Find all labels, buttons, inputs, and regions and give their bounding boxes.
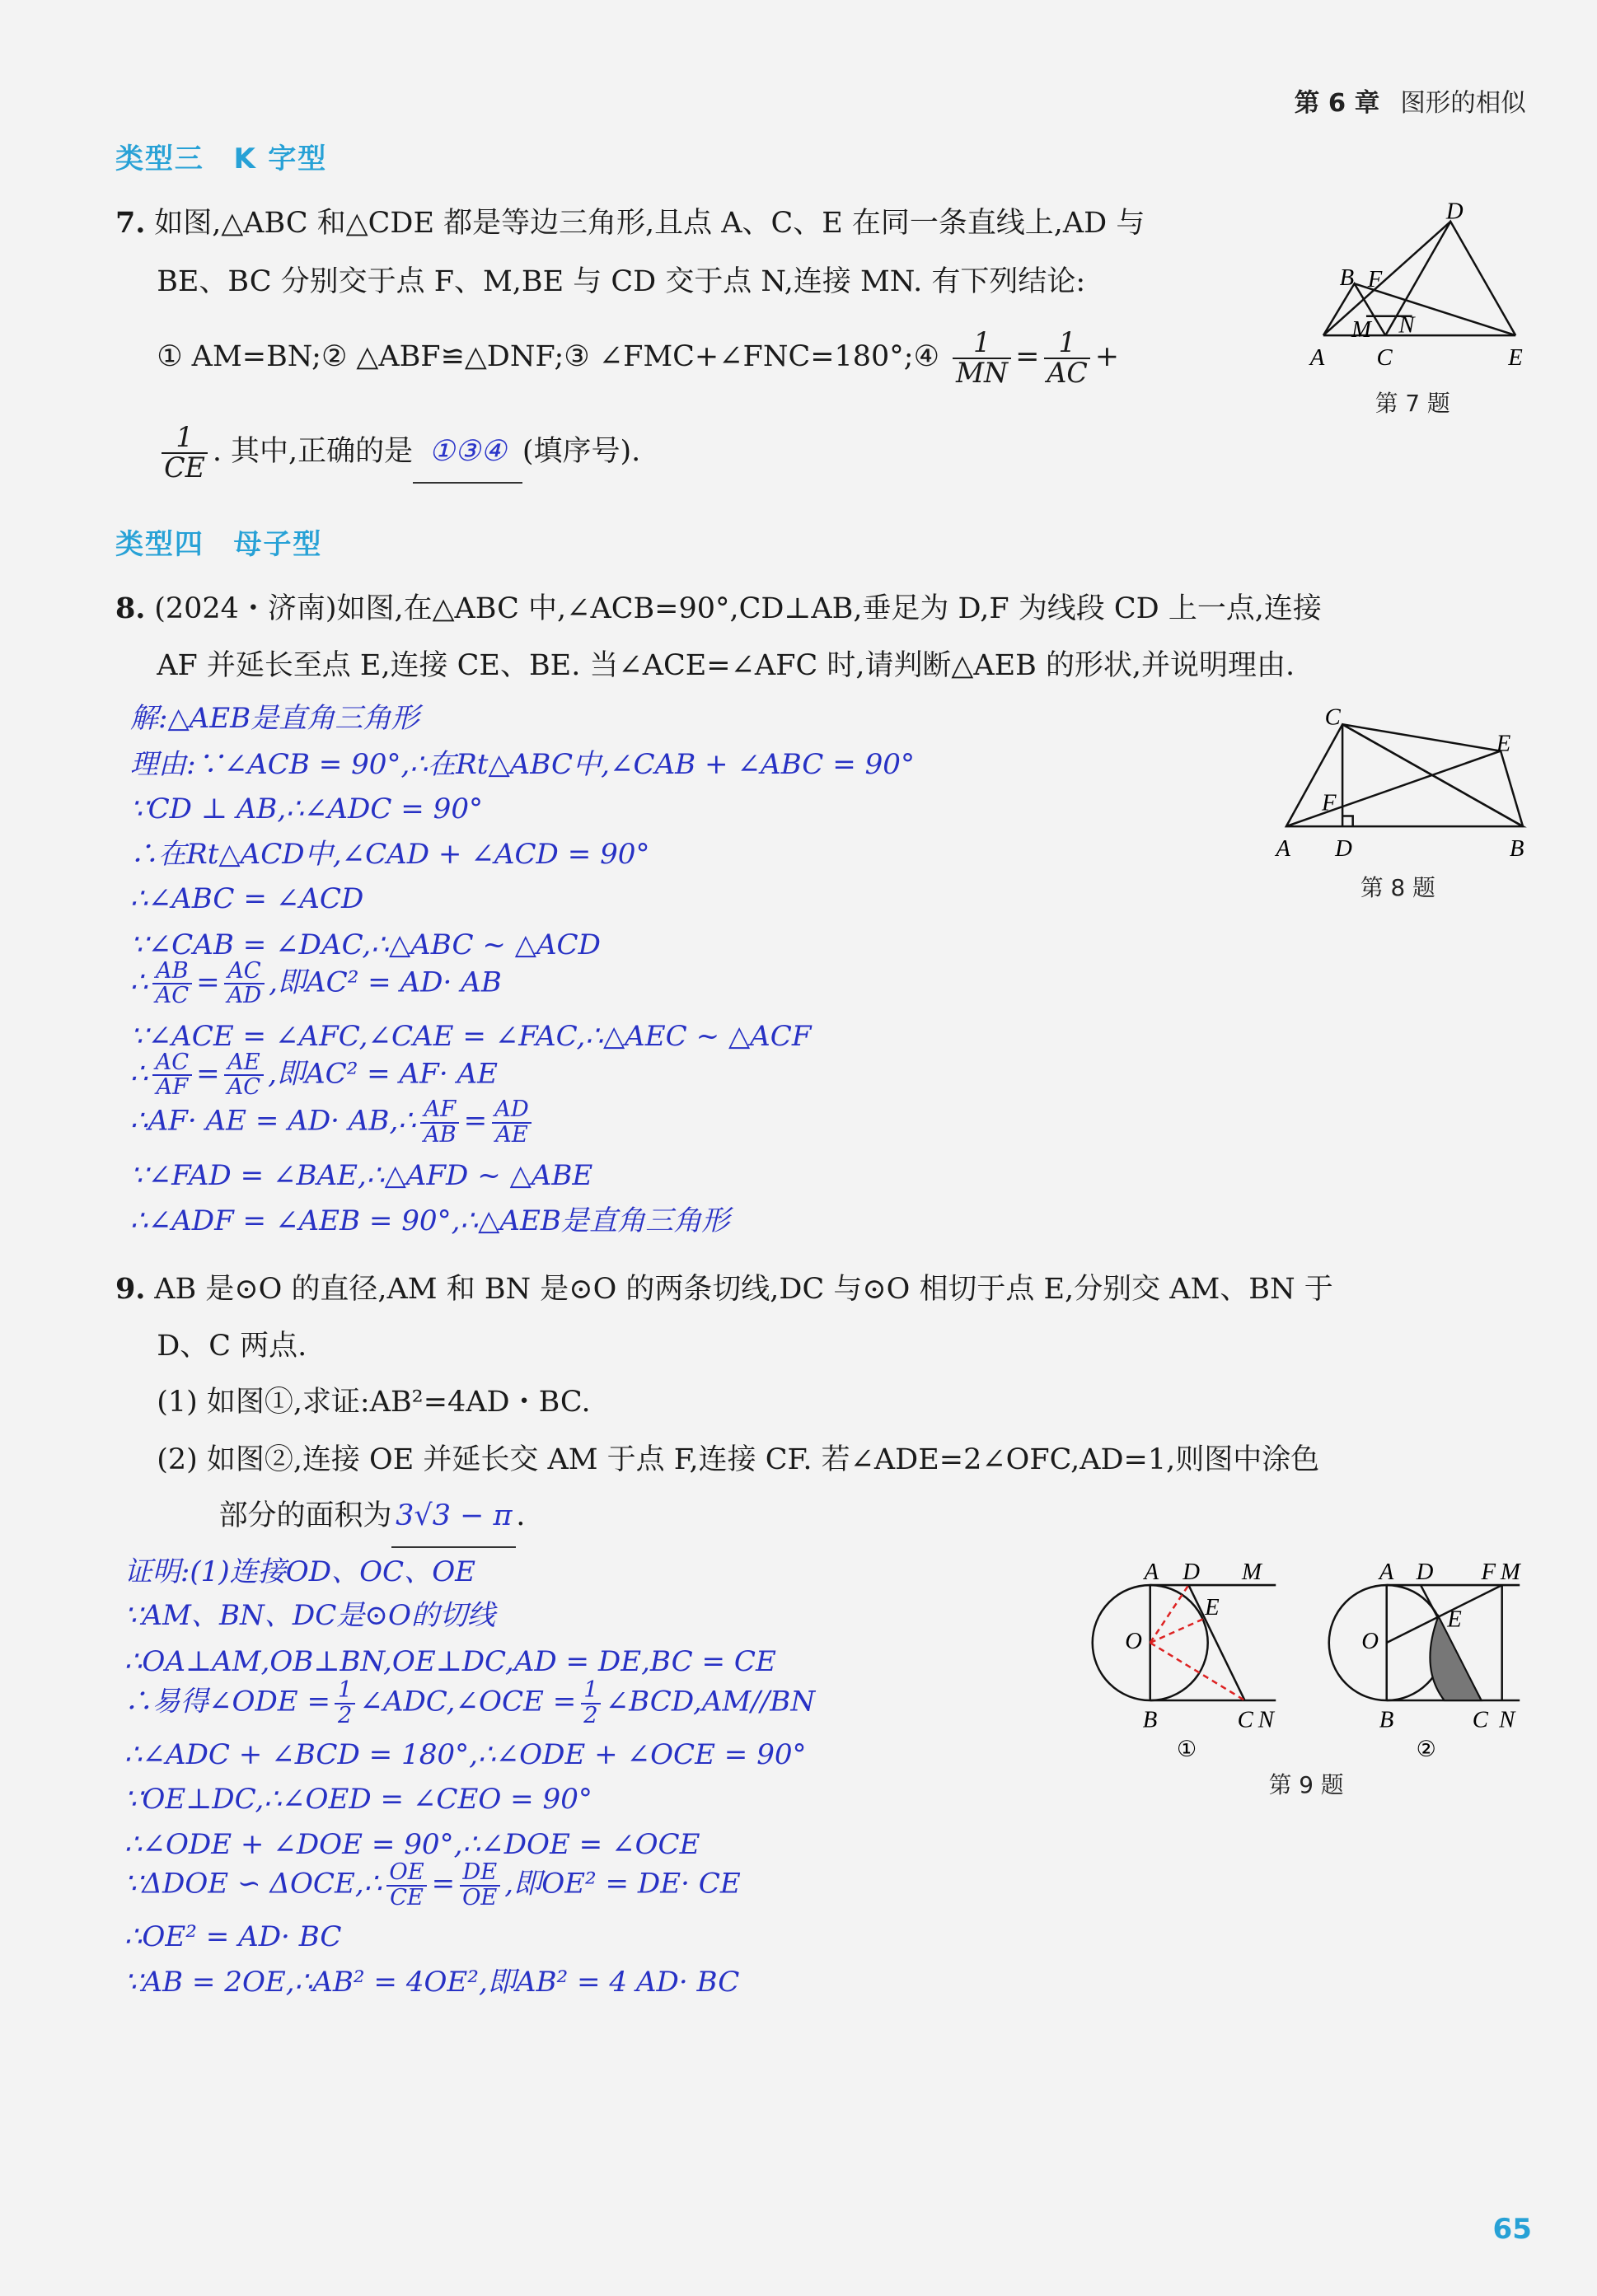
q8-solution-line-5: ∴∠ABC = ∠ACD [129,882,364,916]
fig9b-label-f: F [1481,1558,1496,1585]
chapter-number: 第 6 章 [1294,89,1380,119]
fig9a-label-e: E [1205,1593,1220,1620]
figure-8-triangle [1264,698,1545,863]
figure-7-caption: 第 7 题 [1375,389,1450,417]
fig9b-label-d: D [1417,1558,1434,1585]
fig9a-label-c: C [1237,1705,1254,1733]
q8-solution-line-7: ∴ $\frac{AB}{AC}$ = $\frac{AC}{AD}$ ,即AC² = AD· AB [129,957,502,1009]
figure-7-triangles [1301,199,1538,384]
figure-9-diagram-2 [1313,1550,1534,1764]
q8-solution-line-3: ∵CD ⊥ AB,∴∠ADC = 90° [129,792,484,825]
q8-solution-line-10: ∴AF· AE = AD· AB,∴ $\frac{AF}{AB}$ = $\frac{AD}{AE}$ [130,1098,536,1147]
q8-solution-line-2: 理由:∵∠ACB = 90°,∴在Rt△ABC中,∠CAB + ∠ABC = 90° [129,747,915,781]
q8-solution-line-1: 解:△AEB是直角三角形 [129,702,419,736]
fig8-label-a: A [1276,835,1291,862]
fig8-label-b: B [1510,835,1524,862]
q9-line2: D、C 两点. [157,1329,307,1363]
q8-solution-line-11: ∵∠FAD = ∠BAE,∴△AFD ~ △ABE [129,1158,593,1192]
q8-solution-line-6: ∵∠CAB = ∠DAC,∴△ABC ~ △ACD [129,928,601,961]
q9-solution-line-10: ∵AB = 2OE,∴AB² = 4OE²,即AB² = 4 AD· BC [124,1966,740,1999]
page-number: 65 [1492,2213,1532,2247]
q9-solution-line-2: ∵AM、BN、DC是⊙O的切线 [124,1599,496,1633]
section-title-mother-child: 类型四 母子型 [115,528,323,562]
q8-number: 8. [115,592,146,626]
fig9b-label-m: M [1501,1558,1521,1585]
figure-9-diagram-1 [1076,1550,1298,1764]
q8-solution-line-8: ∵∠ACE = ∠AFC,∠CAE = ∠FAC,∴△AEC ~ △ACF [129,1019,812,1053]
fig8-label-c: C [1324,704,1341,731]
q7-line4: $\frac{1}{CE}$ . 其中,正确的是 ①③④ (填序号). [157,423,640,484]
fig9b-label-o: O [1361,1627,1379,1654]
q9-line1: 9. AB 是⊙O 的直径,AM 和 BN 是⊙O 的两条切线,DC 与⊙O 相切于点 E,分别交 AM、BN 于 [115,1271,1333,1306]
q9-part1: (1) 如图①,求证:AB²=4AD・BC. [157,1385,591,1419]
fig8-label-f: F [1322,789,1337,816]
q8-line1: 8. (2024・济南)如图,在△ABC 中,∠ACB=90°,CD⊥AB,垂足为 D,F 为线段 CD 上一点,连接 [115,592,1322,626]
fig7-label-e: E [1508,344,1523,372]
q9-solution-line-3: ∴OA⊥AM,OB⊥BN,OE⊥DC,AD = DE,BC = CE [124,1644,776,1678]
q9-part2-line1: (2) 如图②,连接 OE 并延长交 AM 于点 F,连接 CF. 若∠ADE=2∠OFC,AD=1,则图中涂色 [157,1443,1320,1476]
q8-solution-line-4: ∴在Rt△ACD中,∠CAD + ∠ACD = 90° [129,838,650,872]
fig7-label-c: C [1376,344,1393,372]
q7-frac-1-over-ac: $\frac{1}{AC}$ [1044,329,1091,388]
fig9b-label-e: E [1447,1605,1463,1632]
q9-answer-blank [391,1487,516,1548]
fig9a-label-o: O [1125,1627,1143,1654]
q7-line1: 7. 如图,△ABC 和△CDE 都是等边三角形,且点 A、C、E 在同一条直线上,AD 与 [115,206,1145,241]
fig9a-label-a: A [1144,1558,1159,1585]
q7-number: 7. [115,206,146,241]
q9-solution-line-9: ∴OE² = AD· BC [124,1920,342,1953]
figure-8-caption: 第 8 题 [1360,874,1435,902]
q7-line2: BE、BC 分别交于点 F、M,BE 与 CD 交于点 N,连接 MN. 有下列结论: [157,264,1086,298]
q7-answer-blank [413,423,522,484]
fig7-label-b: B [1339,264,1355,292]
fig9a-label-m: M [1242,1558,1262,1585]
fig9b-label-a: A [1379,1558,1394,1585]
q9-part2-line2: 部分的面积为 3√3 − π . [219,1487,526,1548]
q9-solution-line-1: 证明:(1)连接OD、OC、OE [124,1555,476,1588]
q8-solution-line-12: ∴∠ADF = ∠AEB = 90°,∴△AEB是直角三角形 [129,1204,730,1238]
q9-solution-line-7: ∴∠ODE + ∠DOE = 90°,∴∠DOE = ∠OCE [124,1828,700,1862]
fig8-label-e: E [1496,730,1511,757]
fig7-label-d: D [1445,199,1464,225]
fig9a-label-n: N [1258,1705,1275,1733]
fig9a-label-d: D [1183,1558,1201,1585]
chapter-title: 图形的相似 [1400,89,1526,119]
fig7-label-f: F [1367,266,1383,293]
fig9-label-1: ① [1177,1736,1197,1762]
q9-solution-line-8: ∵ΔDOE ∽ ΔOCE,∴ $\frac{OE}{CE}$ = $\frac{DE}{OE}$ ,即OE² = DE· CE [124,1859,741,1910]
q7-frac-1-over-mn: $\frac{1}{MN}$ [953,329,1010,388]
q8-solution-line-9: ∴ $\frac{AC}{AF}$ = $\frac{AE}{AC}$ ,即AC² = AF· AE [129,1049,498,1101]
fig9-label-2: ② [1417,1736,1437,1762]
q9-solution-line-6: ∵OE⊥DC,∴∠OED = ∠CEO = 90° [124,1782,592,1816]
q8-line2: AF 并延长至点 E,连接 CE、BE. 当∠ACE=∠AFC 时,请判断△AEB 的形状,并说明理由. [157,649,1295,683]
fig7-label-a: A [1309,344,1325,372]
fig8-label-d: D [1335,835,1353,862]
fig7-label-n: N [1398,311,1415,339]
q9-solution-line-5: ∴∠ADC + ∠BCD = 180°,∴∠ODE + ∠OCE = 90° [124,1738,807,1772]
q7-frac-1-over-ce: $\frac{1}{CE}$ [162,423,208,483]
chapter-header [1295,82,1526,119]
fig9b-label-c: C [1473,1705,1489,1733]
figure-9-caption: 第 9 题 [1268,1771,1344,1799]
fig9a-label-b: B [1143,1705,1158,1733]
q9-solution-line-4: ∴易得∠ODE = $\frac{1}{2}$ ∠ADC,∠OCE = $\frac{1}{2}$ ∠BCD,AM//BN [124,1677,816,1729]
fig9b-label-b: B [1379,1705,1394,1733]
q7-line3: ① AM=BN;② △ABF≌△DNF;③ ∠FMC+∠FNC=180°;④ $\frac{1}{MN}$ = $\frac{1}{AC}$ + [157,325,1120,389]
section-title-k-type: 类型三 K 字型 [115,143,328,176]
fig9b-label-n: N [1499,1705,1515,1733]
fig7-label-m: M [1351,316,1371,344]
q9-answer: 3√3 − π [396,1499,513,1533]
q9-number: 9. [115,1271,146,1306]
q7-answer: ①③④ [429,435,507,469]
